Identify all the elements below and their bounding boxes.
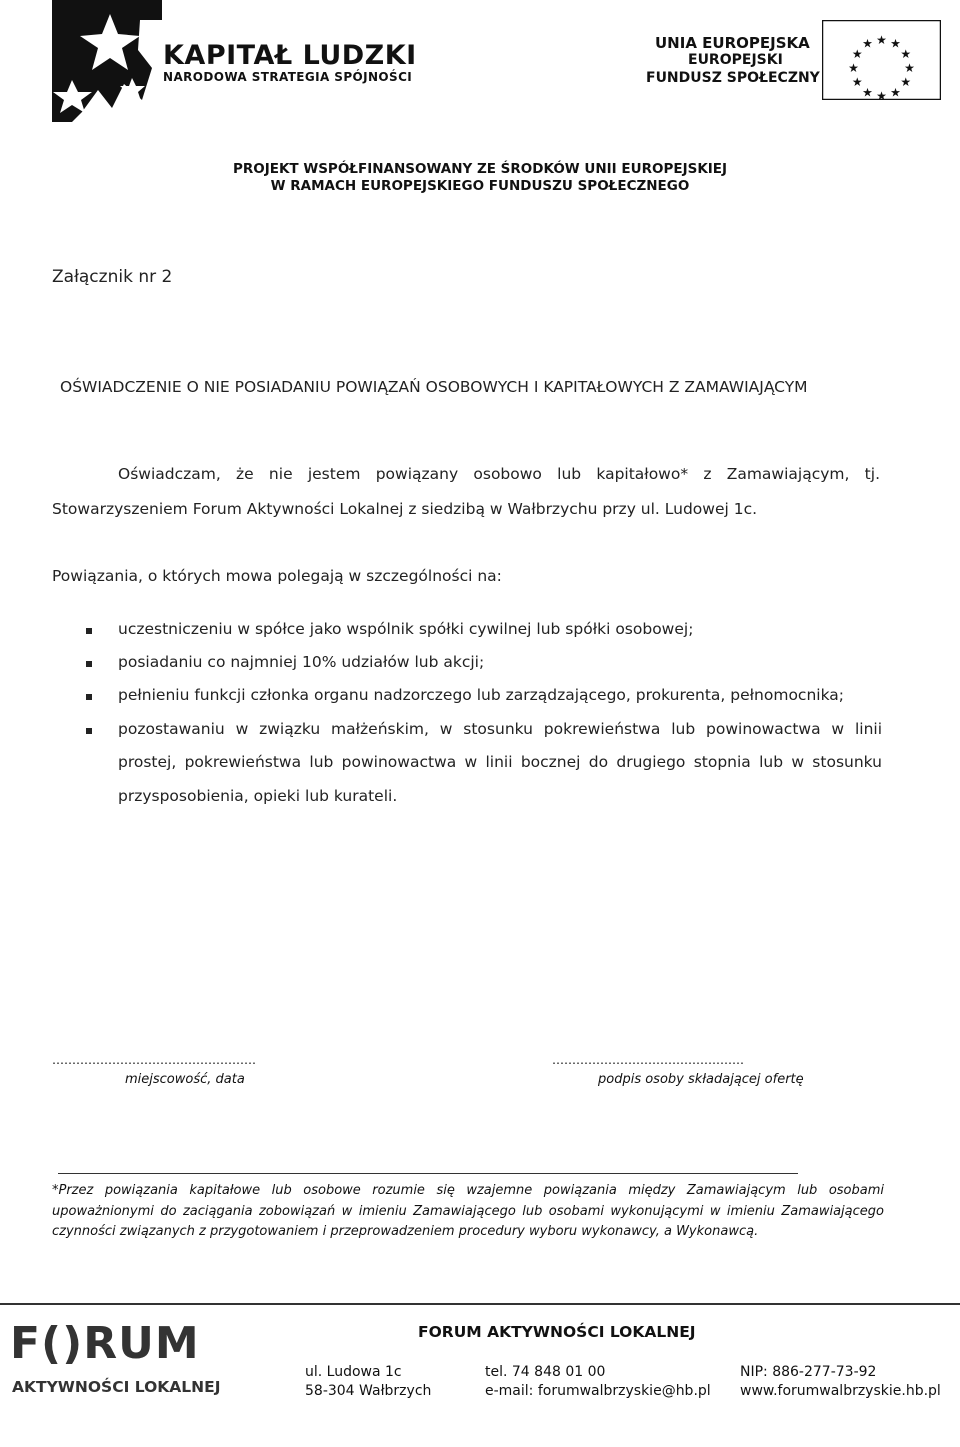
bullet-marker bbox=[86, 661, 92, 667]
footnote-divider bbox=[58, 1173, 798, 1174]
svg-text:★: ★ bbox=[900, 75, 912, 90]
project-line-1: PROJEKT WSPÓŁFINANSOWANY ZE ŚRODKÓW UNII EUROPEJSKIEJ bbox=[232, 161, 728, 177]
footer-nip: NIP: 886-277-73-92 bbox=[740, 1364, 877, 1380]
relations-intro: Powiązania, o których mowa polegają w szczególności na: bbox=[52, 567, 502, 585]
ue-line3: FUNDUSZ SPOŁECZNY bbox=[646, 70, 820, 86]
ue-line2: EUROPEJSKI bbox=[688, 52, 783, 68]
bullet-item-3: pełnieniu funkcji członka organu nadzorczego lub zarządzającego, prokurenta, pełnomocnika; bbox=[118, 686, 845, 704]
bullet-item-4-line-3: przysposobienia, opieki lub kurateli. bbox=[118, 787, 398, 805]
bullet-item-4-line-1: pozostawaniu w związku małżeńskim, w stosunku pokrewieństwa lub powinowactwa w linii bbox=[118, 720, 882, 738]
svg-text:★: ★ bbox=[862, 85, 873, 100]
forum-logo-subtitle: AKTYWNOŚCI LOKALNEJ bbox=[12, 1378, 221, 1396]
forum-logo bbox=[10, 1318, 240, 1400]
bullet-marker bbox=[86, 728, 92, 734]
svg-text:★: ★ bbox=[904, 61, 915, 75]
footer-website[interactable]: www.forumwalbrzyskie.hb.pl bbox=[740, 1383, 941, 1399]
svg-text:★: ★ bbox=[876, 33, 887, 47]
footer-phone: tel. 74 848 01 00 bbox=[485, 1364, 606, 1380]
document-title: OŚWIADCZENIE O NIE POSIADANIU POWIĄZAŃ OSOBOWYCH I KAPITAŁOWYCH Z ZAMAWIAJĄCYM bbox=[60, 378, 808, 396]
declaration-line-1: Oświadczam, że nie jestem powiązany osobowo lub kapitałowo* z Zamawiającym, tj. bbox=[118, 465, 880, 483]
stars-emblem-icon bbox=[52, 0, 162, 122]
bullet-item-1: uczestniczeniu w spółce jako wspólnik spółki cywilnej lub spółki osobowej; bbox=[118, 620, 694, 638]
footer-address-2: 58-304 Wałbrzych bbox=[305, 1383, 432, 1399]
svg-text:★: ★ bbox=[851, 75, 863, 90]
footer-divider bbox=[0, 1303, 960, 1305]
project-header bbox=[0, 161, 960, 195]
eu-flag-icon bbox=[822, 20, 941, 100]
footer-org-name: FORUM AKTYWNOŚCI LOKALNEJ bbox=[418, 1323, 696, 1341]
bullet-marker bbox=[86, 694, 92, 700]
forum-logo-wordmark: F()RUM bbox=[10, 1318, 200, 1369]
kapital-ludzki-title: KAPITAŁ LUDZKI bbox=[163, 40, 417, 71]
declaration-line-2: Stowarzyszeniem Forum Aktywności Lokalnej z siedzibą w Wałbrzychu przy ul. Ludowej 1c. bbox=[52, 500, 758, 518]
svg-text:★: ★ bbox=[876, 89, 887, 100]
signature-dots: ………………………………………… bbox=[552, 1053, 744, 1067]
place-date-label: miejscowość, data bbox=[125, 1072, 245, 1087]
svg-text:★: ★ bbox=[890, 36, 901, 51]
svg-text:★: ★ bbox=[848, 61, 859, 75]
footnote: *Przez powiązania kapitałowe lub osobowe rozumie się wzajemne powiązania między Zamawiającym lub osobami upoważnionymi do zaciągania zobowiązań w imieniu Zamawiającego lub osobami wykonującymi w imieniu Zamawiającego czynności związanych z przygotowaniem i przeprowadzeniem procedury wyboru wykonawcy, a Wykonawcą. bbox=[52, 1183, 884, 1239]
project-line-2: W RAMACH EUROPEJSKIEGO FUNDUSZU SPOŁECZNEGO bbox=[270, 178, 690, 194]
bullet-item-4-line-2: prostej, pokrewieństwa lub powinowactwa w linii bocznej do drugiego stopnia lub w stosunku bbox=[118, 753, 882, 771]
footer-address-1: ul. Ludowa 1c bbox=[305, 1364, 402, 1380]
svg-text:★: ★ bbox=[890, 85, 901, 100]
ue-line1: UNIA EUROPEJSKA bbox=[655, 34, 810, 52]
attachment-label: Załącznik nr 2 bbox=[52, 267, 173, 287]
place-date-dots: …………………………………………… bbox=[52, 1053, 256, 1067]
footer-email[interactable]: e-mail: forumwalbrzyskie@hb.pl bbox=[485, 1383, 711, 1399]
signature-label: podpis osoby składającej ofertę bbox=[598, 1072, 804, 1087]
svg-text:★: ★ bbox=[851, 46, 863, 61]
bullet-marker bbox=[86, 628, 92, 634]
svg-text:★: ★ bbox=[900, 46, 912, 61]
bullet-item-2: posiadaniu co najmniej 10% udziałów lub akcji; bbox=[118, 653, 485, 671]
kapital-ludzki-subtitle: NARODOWA STRATEGIA SPÓJNOŚCI bbox=[163, 70, 413, 84]
svg-text:★: ★ bbox=[862, 36, 873, 51]
